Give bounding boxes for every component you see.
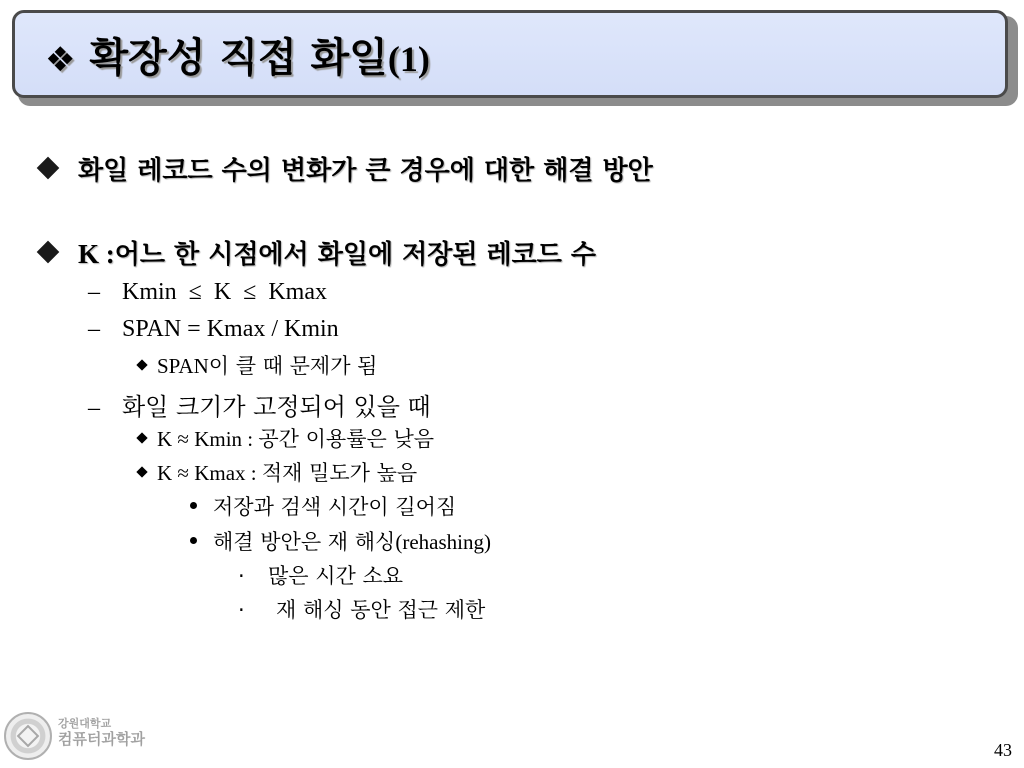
bullet-prefix: K :: [78, 239, 115, 269]
note-item: · 많은 시간 소요: [238, 564, 404, 588]
page-number: 43: [994, 740, 1012, 760]
diamond-bullet-icon: [136, 359, 147, 370]
sub-item: – SPAN = Kmax / Kmin: [88, 316, 339, 342]
title-text: 확장성 직접 화일: [89, 34, 388, 81]
department-logo: 강원대학교 컴퓨터과학과: [58, 717, 145, 748]
span-formula: SPAN = Kmax / Kmin: [122, 316, 339, 342]
diamond-bullet-icon: [37, 241, 60, 264]
note-item: · 재 해싱 동안 접근 제한: [238, 598, 486, 622]
diamond-bullet-icon: [37, 157, 60, 180]
sub-item: – Kmin ≤ K ≤ Kmax: [88, 279, 327, 305]
dot-bullet-icon: [190, 502, 197, 509]
middle-dot-icon: ·: [238, 564, 245, 588]
sub-sub-item: K ≈ Kmax : 적재 밀도가 높음: [138, 457, 417, 487]
diamond-cluster-icon: ❖: [45, 39, 76, 80]
university-seal-icon: [4, 712, 52, 760]
dot-bullet-icon: [190, 537, 197, 544]
detail-item: 해결 방안은 재 해싱 (rehashing): [190, 526, 491, 556]
fixed-size-text: 화일 크기가 고정되어 있을 때: [122, 393, 431, 421]
bullet-text: 화일 레코드 수의 변화가 큰 경우에 대한 해결 방안: [78, 156, 653, 186]
sub-sub-item: SPAN 이 클 때 문제가 됨: [138, 350, 377, 380]
sub-item: – 화일 크기가 고정되어 있을 때: [88, 387, 431, 422]
diamond-bullet-icon: [136, 432, 147, 443]
detail-item: 저장과 검색 시간이 길어짐: [190, 491, 456, 521]
title-number: (1): [387, 38, 430, 79]
kmin-formula: Kmin ≤ K ≤ Kmax: [122, 279, 327, 305]
slide-title: [45, 26, 430, 83]
bullet-item: [40, 150, 653, 187]
diamond-bullet-icon: [136, 466, 147, 477]
title-box: [12, 10, 1008, 98]
sub-sub-item: K ≈ Kmin : 공간 이용률은 낮음: [138, 423, 434, 453]
middle-dot-icon: ·: [238, 598, 245, 622]
bullet-item: [40, 234, 596, 271]
bullet-text: 어느 한 시점에서 화일에 저장된 레코드 수: [114, 240, 597, 270]
